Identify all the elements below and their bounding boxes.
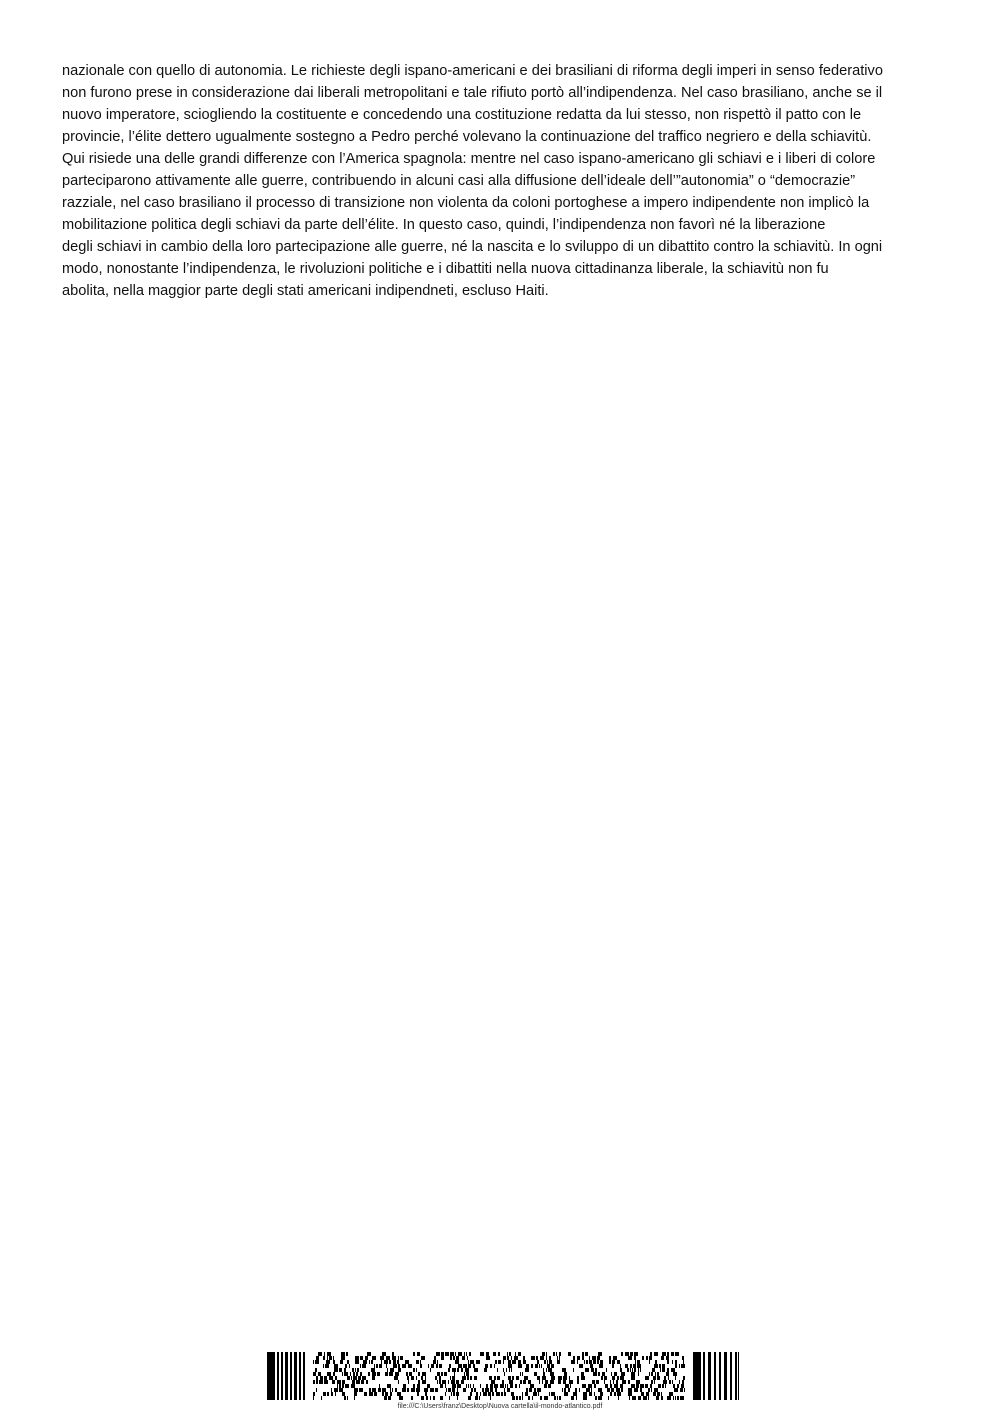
text-line: mobilitazione politica degli schiavi da parte dell’élite. In questo caso, quindi, l’indipendenza non favorì né la liberazione xyxy=(62,217,826,233)
text-line: modo, nonostante l’indipendenza, le rivoluzioni politiche e i dibattiti nella nuova cittadinanza liberale, la schiavitù non fu xyxy=(62,261,829,277)
text-line: non furono prese in considerazione dai liberali metropolitani e tale rifiuto portò all’indipendenza. Nel caso brasiliano, anche se il xyxy=(62,85,883,101)
text-line: provincie, l’élite dettero ugualmente sostegno a Pedro perché volevano la continuazione del traffico negriero e della schiavitù. xyxy=(62,129,872,145)
text-line: Qui risiede una delle grandi differenze con l’America spagnola: mentre nel caso ispano-americano gli schiavi e i liberi di colore xyxy=(62,151,876,167)
text-line: degli schiavi in cambio della loro partecipazione alle guerre, né la nascita e lo sviluppo di un dibattito contro la schiavitù. In ogni xyxy=(62,239,883,255)
pdf417-barcode-icon xyxy=(267,1352,739,1400)
text-line: razziale, nel caso brasiliano il processo di transizione non violenta da coloni portoghese a impero indipendente non implicò la xyxy=(62,195,870,211)
footer-file-path: file:///C:\Users\franz\Desktop\Nuova cartella\il-mondo-atlantico.pdf xyxy=(397,1403,603,1410)
text-line: nazionale con quello di autonomia. Le richieste degli ispano-americani e dei brasiliani di riforma degli imperi in senso federativo xyxy=(62,63,883,79)
body-paragraph xyxy=(62,60,942,302)
text-line: nuovo imperatore, sciogliendo la costituente e concedendo una costituzione redatta da lui stesso, non rispettò il patto con le xyxy=(62,107,862,123)
text-line: abolita, nella maggior parte degli stati americani indipendneti, escluso Haiti. xyxy=(62,283,549,299)
text-line: parteciparono attivamente alle guerre, contribuendo in alcuni casi alla diffusione dell’ideale dell’”autonomia” o “democrazie” xyxy=(62,173,856,189)
